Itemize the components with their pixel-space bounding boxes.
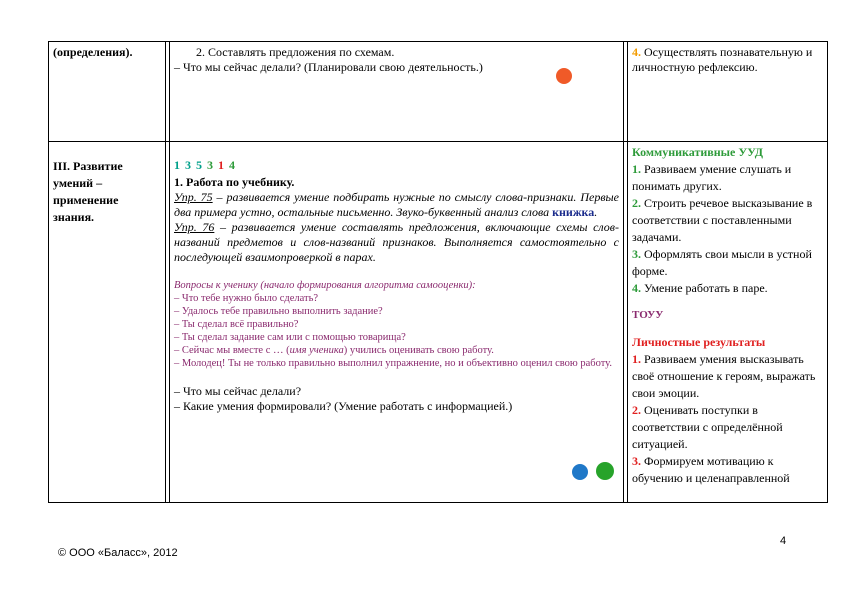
final-question: – Что мы сейчас делали? [174, 384, 302, 398]
digit-sequence [174, 158, 619, 173]
uud-item: 2. Строить речевое высказывание в соответствии с поставленными задачами. [632, 196, 813, 244]
question-line: – Что мы сейчас делали? (Планировали свою деятельность.) [174, 60, 483, 74]
question-item: – Удалось тебе правильно выполнить задание? [174, 306, 383, 317]
uud-cell [628, 142, 828, 503]
digit: 5 [196, 158, 203, 172]
final-question: – Какие умения формировали? (Умение работать с информацией.) [174, 399, 513, 413]
digit: 3 [185, 158, 192, 172]
uud-item: 3. Формируем мотивацию к обучению и целенаправленной [632, 454, 790, 485]
question-item: – Ты сделал всё правильно? [174, 319, 299, 330]
uud-item: 1. Развиваем умения высказывать своё отношение к героям, выражать свои эмоции. [632, 352, 816, 400]
highlighted-word: книжка [552, 205, 595, 219]
questions-title: Вопросы к ученику (начало формирования алгоритма самооценки): [174, 280, 476, 291]
uud-item: 4. Умение работать в паре. [632, 281, 768, 295]
uud-item: 3. Оформлять свои мысли в устной форме. [632, 247, 812, 278]
exercise-75: Упр. 75 – развивается умение подбирать нужные по смыслу слова-признаки. Первые два примера устно, остальные письменно. Звуко-буквенный анализ слова книжка. [174, 190, 619, 219]
question-item: – Что тебе нужно было сделать? [174, 293, 319, 304]
question-item: – Сейчас мы вместе с … (имя ученика) учились оценивать свою работу. [174, 345, 494, 356]
copyright-footer: © ООО «Баласс», 2012 [58, 547, 178, 559]
exercise-76: Упр. 76 – развивается умение составлять предложения, включающие схемы слов-названий предметов и слов-названий признаков. Выполняется самостоятельно с последующей взаимопроверкой в парах. [174, 220, 619, 264]
question-item: – Ты сделал задание сам или с помощью товарища? [174, 332, 406, 343]
stage-label: III. Развитие умений – применение знания. [53, 159, 123, 224]
stage-cell [49, 142, 166, 503]
page-number: 4 [780, 535, 787, 547]
digit: 4 [229, 158, 236, 172]
uud-item: 1. Развиваем умение слушать и понимать других. [632, 162, 792, 193]
digit: 1 [174, 158, 181, 172]
activity-cell [170, 42, 624, 142]
stage-cell [49, 42, 166, 142]
uud-text: Осуществлять познавательную и личностную рефлексию. [632, 45, 813, 74]
personal-results-title: Личностные результаты [632, 335, 766, 349]
table-row [49, 42, 828, 142]
orange-marker-icon [556, 68, 572, 84]
uud-cell [628, 42, 828, 142]
touu-label: ТОУУ [632, 309, 664, 321]
stage-label: (определения). [53, 45, 133, 59]
task-line: 2. Составлять предложения по схемам. [196, 45, 395, 59]
work-title: 1. Работа по учебнику. [174, 175, 295, 189]
comm-uud-title: Коммуникативные УУД [632, 145, 764, 159]
green-marker-icon [596, 462, 614, 480]
digit: 1 [218, 158, 225, 172]
uud-item: 2. Оценивать поступки в соответствии с определённой ситуацией. [632, 403, 783, 451]
blue-marker-icon [572, 464, 588, 480]
table-row [49, 142, 828, 503]
activity-cell [170, 142, 624, 503]
digit: 3 [207, 158, 214, 172]
question-item: – Молодец! Ты не только правильно выполнил упражнение, но и объективно оценил свою работу. [174, 358, 612, 369]
uud-number: 4. [632, 45, 641, 59]
lesson-table [48, 41, 828, 503]
